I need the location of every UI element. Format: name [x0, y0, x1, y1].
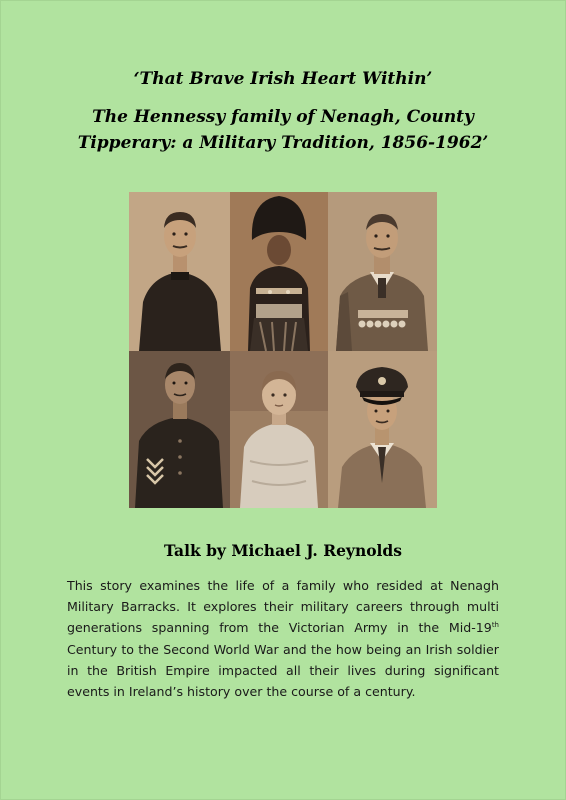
description-part2: Century to the Second World War and the how being an Irish soldier in the British Empire impacted all their lives during significant events in Ireland’s history over the course of a century.: [67, 641, 499, 700]
title-block: [0, 66, 566, 156]
photo-collage: [129, 192, 437, 508]
title-line1: ‘That Brave Irish Heart Within’: [133, 69, 433, 89]
description-part1: This story examines the life of a family who resided at Nenagh Military Barracks. It explores their military careers through multi generations spanning from the Victorian Army in the Mid-19: [67, 578, 499, 636]
photo-4: [129, 351, 230, 508]
photo-6: [328, 351, 437, 508]
title-line2: The Hennessy family of Nenagh, County Tipperary: a Military Tradition, 1856-1962’: [77, 107, 489, 153]
photo-1: [129, 192, 230, 351]
description-superscript: th: [491, 621, 499, 630]
photo-3: [328, 192, 437, 351]
photo-2: [230, 192, 328, 351]
description-paragraph: [67, 575, 499, 702]
photo-5: [230, 351, 328, 508]
talk-by-heading: Talk by Michael J. Reynolds: [163, 541, 403, 560]
